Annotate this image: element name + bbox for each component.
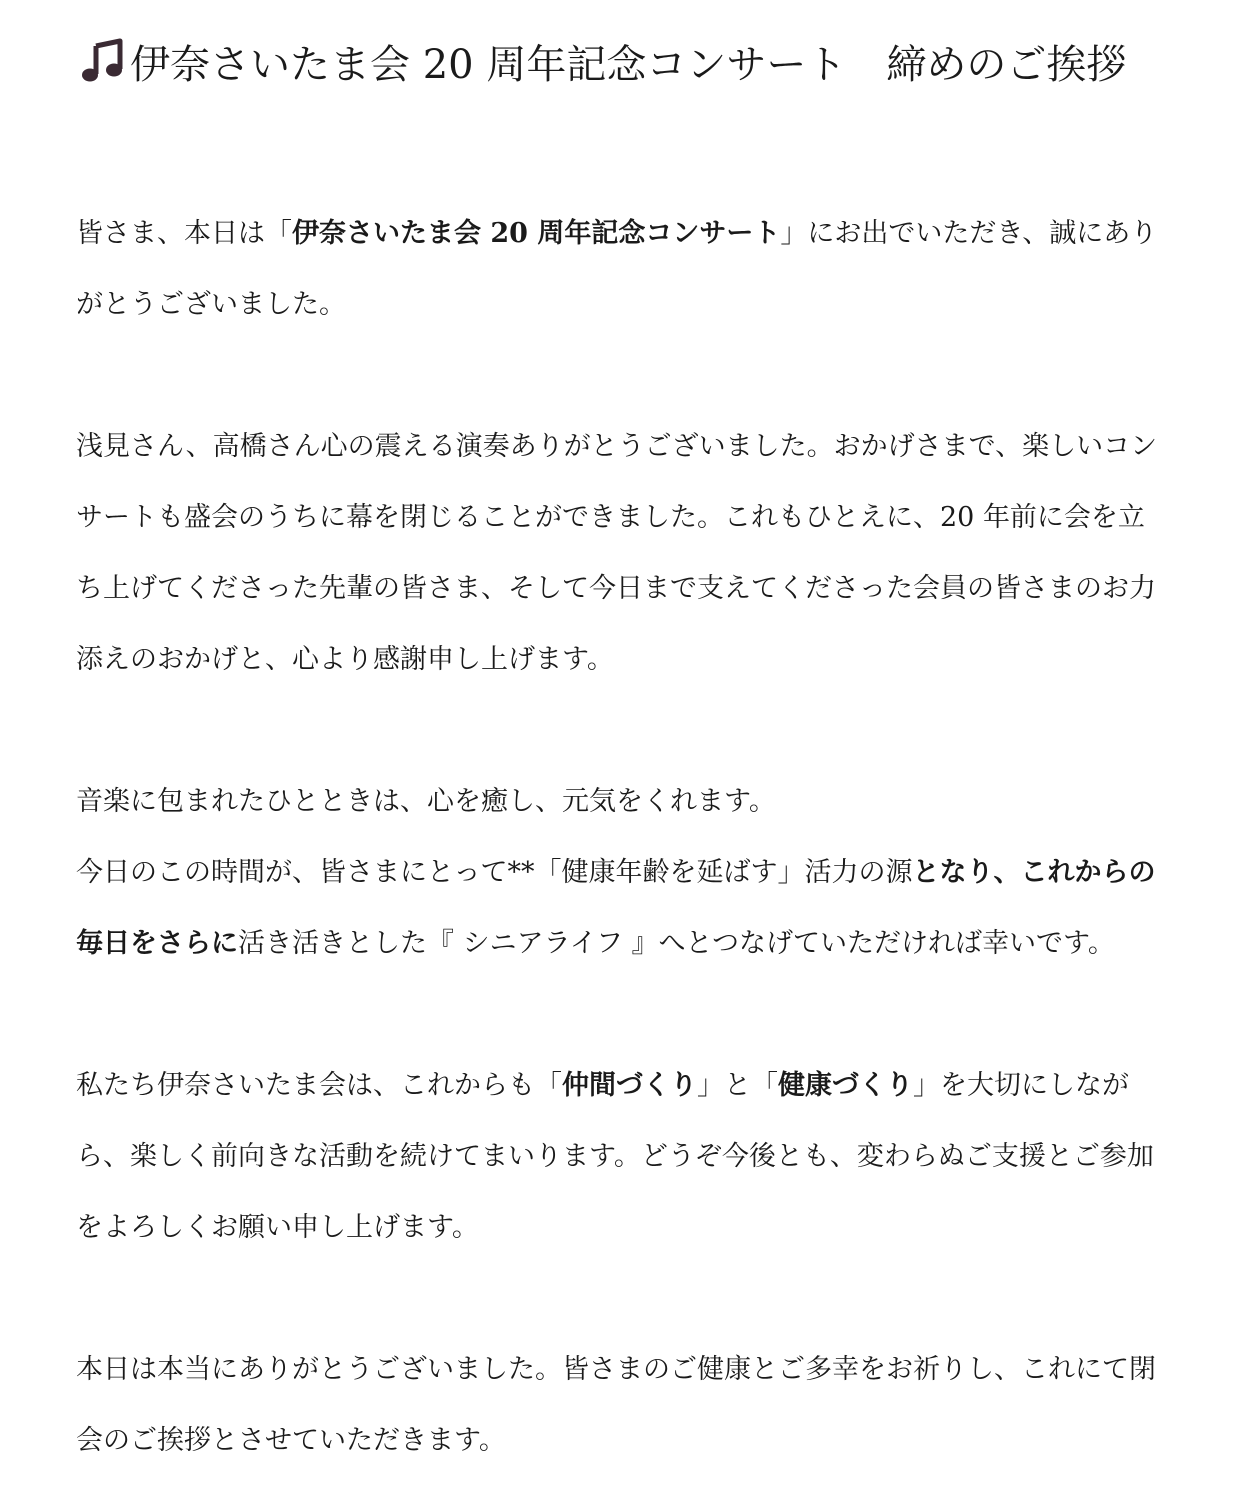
document-title [80,34,1126,96]
paragraph-music: 音楽に包まれたひとときは、心を癒し、元気をくれます。 [76,786,776,817]
keyword-kenko-bold: 健康づくり [778,1070,913,1101]
event-name-bold: 伊奈さいたま会 20 周年記念コンサート [292,218,781,249]
paragraph-closing: 本日は本当にありがとうございました。皆さまのご健康とご多幸をお祈りし、これにて閉会のご挨拶とさせていただきます。 [76,1354,1156,1456]
keyword-nakama-bold: 仲間づくり [562,1070,697,1101]
paragraph-activities: 私たち伊奈さいたま会は、これからも「仲間づくり」と「健康づくり」を大切にしながら、楽しく前向きな活動を続けてまいります。どうぞ今後とも、変わらぬご支援とご参加をよろしくお願い申し上げます。 [76,1070,1154,1243]
paragraph-hope: 今日のこの時間が、皆さまにとって**「健康年齢を延ばす」活力の源となり、これからの毎日をさらに活き活きとした『 シニアライフ 』へとつなげていただければ幸いです。 [76,857,1156,959]
paragraph-thanks: 浅見さん、高橋さん心の震える演奏ありがとうございました。おかげさまで、楽しいコンサートも盛会のうちに幕を閉じることができました。これもひとえに、20 年前に会を立ち上げてくださった先輩の皆さま、そして今日まで支えてくださった会員の皆さまのお力添えのおかげと、心より感謝申し上げます。 [76,431,1158,675]
paragraph-welcome: 皆さま、本日は「伊奈さいたま会 20 周年記念コンサート」にお出でいただき、誠にありがとうございました。 [76,218,1158,320]
music-note-icon [80,38,126,84]
document-body [76,198,1166,1476]
emphasis-bold: となり、これからの毎日をさらに [76,857,1156,959]
document-title-text: 伊奈さいたま会 20 周年記念コンサート 締めのご挨拶 [130,42,1127,88]
